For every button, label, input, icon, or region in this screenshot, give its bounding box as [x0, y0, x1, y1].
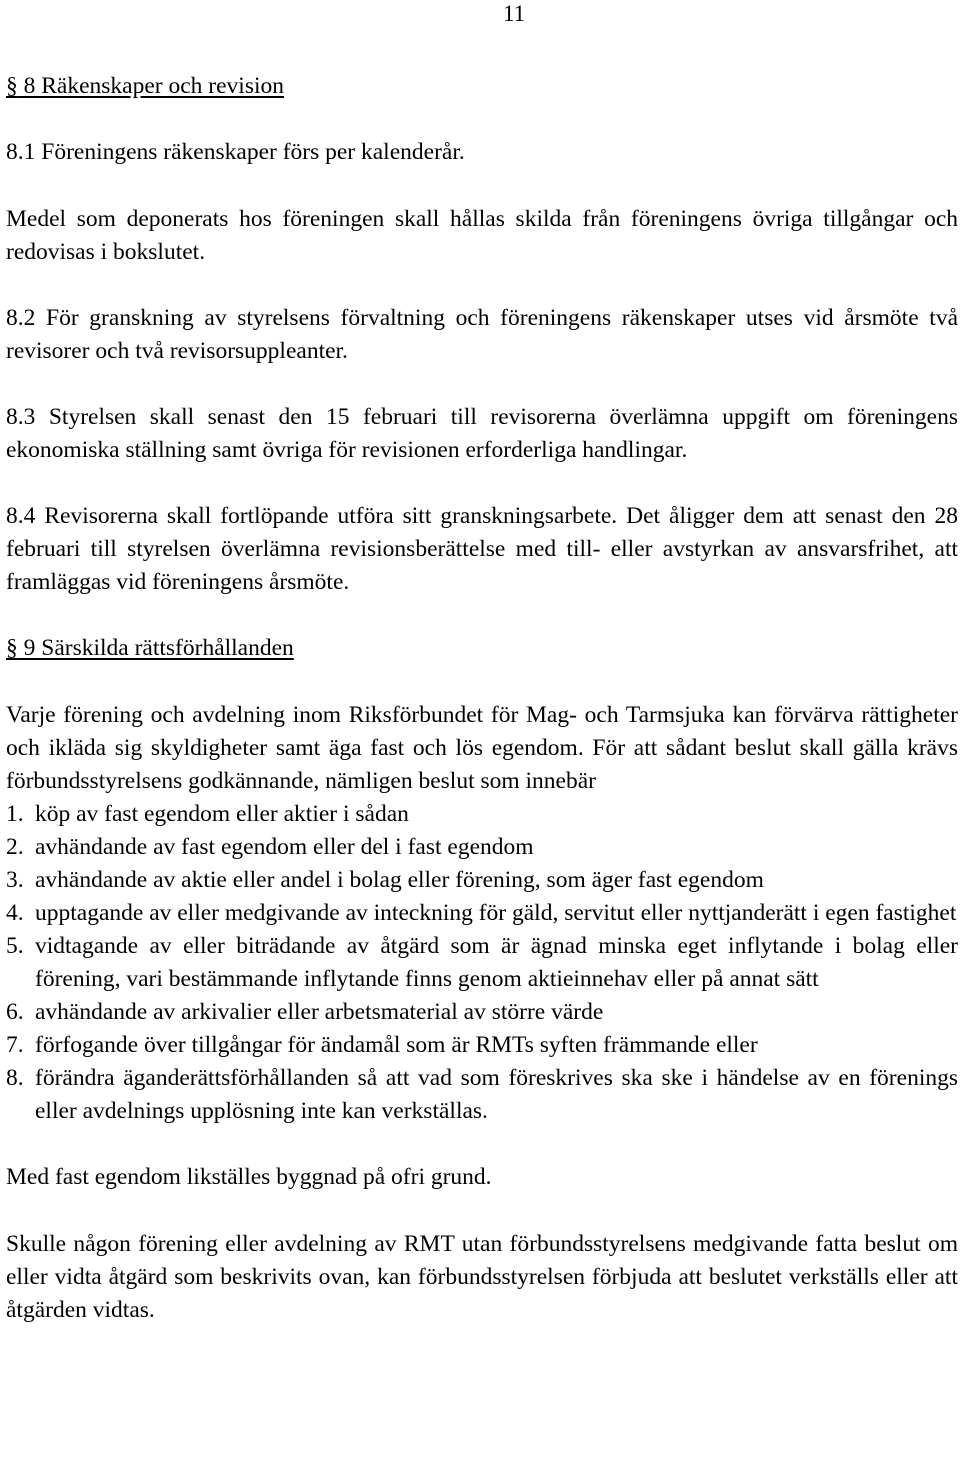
- list-item-number: 7.: [6, 1032, 24, 1058]
- decision-list: [6, 798, 958, 1128]
- list-item-number: 2.: [6, 834, 24, 860]
- list-item: [6, 897, 958, 930]
- list-item-number: 3.: [6, 867, 24, 893]
- list-item-text: avhändande av fast egendom eller del i fast egendom: [35, 834, 534, 860]
- paragraph-fast-egendom: Med fast egendom likställes byggnad på ofri grund.: [6, 1164, 492, 1190]
- list-item-number: 5.: [6, 933, 24, 959]
- page-number: 11: [503, 1, 526, 26]
- list-item-text: avhändande av aktie eller andel i bolag eller förening, som äger fast egendom: [35, 867, 764, 893]
- paragraph-8-1: 8.1 Föreningens räkenskaper förs per kalenderår.: [6, 139, 465, 165]
- list-item-number: 1.: [6, 801, 24, 827]
- list-item-number: 6.: [6, 999, 24, 1025]
- list-item-text: förfogande över tillgångar för ändamål som är RMTs syften främmande eller: [35, 1032, 758, 1058]
- section-8-title: 8 Räkenskaper och revision: [17, 73, 285, 99]
- section-sign: §: [6, 73, 18, 99]
- paragraph-9-intro: Varje förening och avdelning inom Riksförbundet för Mag- och Tarmsjuka kan förvärva rättigheter och ikläda sig skyldigheter samt äga fast och lös egendom. För att sådant beslut skall gälla krävs förbundsstyrelsens godkännande, nämligen beslut som innebär: [6, 702, 958, 794]
- list-item: [6, 930, 958, 996]
- list-item-text: förändra äganderättsförhållanden så att vad som föreskrives ska ske i händelse av en förenings eller avdelnings upplösning inte kan verkställas.: [35, 1065, 958, 1124]
- list-item-text: upptagande av eller medgivande av inteckning för gäld, servitut eller nyttjanderätt i egen fastighet: [35, 900, 957, 926]
- list-item: [6, 864, 958, 897]
- list-item: [6, 831, 958, 864]
- document-body: [6, 70, 958, 1327]
- paragraph-8-4: 8.4 Revisorerna skall fortlöpande utföra sitt granskningsarbete. Det åligger dem att senast den 28 februari till styrelsen överlämna revisionsberättelse med till- eller avstyrkan av ansvarsfrihet, att framläggas vid föreningens årsmöte.: [6, 503, 958, 595]
- paragraph-skulle: Skulle någon förening eller avdelning av RMT utan förbundsstyrelsens medgivande fatta beslut om eller vidta åtgärd som beskrivits ovan, kan förbundsstyrelsen förbjuda att beslutet verkställs eller att åtgärden vidtas.: [6, 1231, 958, 1323]
- list-item-number: 8.: [6, 1065, 24, 1091]
- list-item-number: 4.: [6, 900, 24, 926]
- paragraph-8-3: 8.3 Styrelsen skall senast den 15 februari till revisorerna överlämna uppgift om föreningens ekonomiska ställning samt övriga för revisionen erforderliga handlingar.: [6, 404, 958, 463]
- list-item: [6, 1029, 958, 1062]
- list-item: [6, 1062, 958, 1128]
- section-sign: §: [6, 635, 18, 661]
- section-9-title: 9 Särskilda rättsförhållanden: [17, 635, 294, 661]
- section-9-heading: [6, 632, 958, 665]
- list-item: [6, 798, 958, 831]
- list-item-text: vidtagande av eller biträdande av åtgärd som är ägnad minska eget inflytande i bolag eller förening, vari bestämmande inflytande finns genom aktieinnehav eller på annat sätt: [35, 933, 958, 992]
- paragraph-8-1-deposits: Medel som deponerats hos föreningen skall hållas skilda från föreningens övriga tillgångar och redovisas i bokslutet.: [6, 206, 958, 265]
- list-item: [6, 996, 958, 1029]
- paragraph-8-2: 8.2 För granskning av styrelsens förvaltning och föreningens räkenskaper utses vid årsmöte två revisorer och två revisorsuppleanter.: [6, 305, 958, 364]
- list-item-text: avhändande av arkivalier eller arbetsmaterial av större värde: [35, 999, 604, 1025]
- section-8-heading: [6, 70, 958, 103]
- list-item-text: köp av fast egendom eller aktier i sådan: [35, 801, 409, 827]
